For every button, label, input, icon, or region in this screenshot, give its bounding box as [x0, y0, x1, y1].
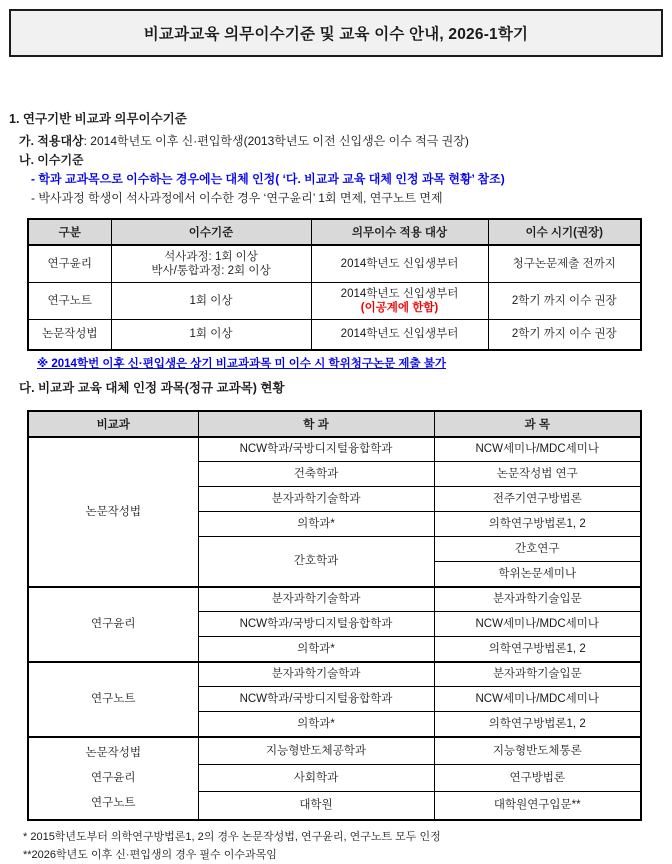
cell-dept: 사회학과 — [198, 764, 434, 792]
cell-dept: 건축학과 — [198, 462, 434, 487]
cell-period: 2학기 까지 이수 권장 — [488, 283, 641, 320]
cell-criteria: 1회 이상 — [111, 320, 311, 350]
table-row — [28, 662, 641, 687]
table-row — [28, 737, 641, 765]
cell-dept: 분자과학기술학과 — [198, 662, 434, 687]
table-row — [28, 283, 641, 320]
item-ga-label: 가. 적용대상 — [19, 134, 84, 148]
cell-group-category: 논문작성법 — [28, 437, 198, 587]
item-na — [19, 151, 663, 170]
table2-header-extracurricular: 비교과 — [28, 411, 198, 437]
cell-dept: 분자과학기술학과 — [198, 587, 434, 612]
table1-header-target: 의무이수 적용 대상 — [311, 219, 488, 245]
cell-group-category: 연구윤리 — [28, 587, 198, 662]
document-title-box — [9, 9, 663, 57]
cell-period: 청구논문제출 전까지 — [488, 245, 641, 283]
criteria-line-2: 박사/통합과정: 2회 이상 — [151, 265, 271, 277]
cell-course: 학위논문세미나 — [434, 562, 641, 587]
cell-dept: NCW학과/국방디지털융합학과 — [198, 437, 434, 462]
item-ga-text: : 2014학년도 이후 신·편입학생(2013학년도 이전 신입생은 이수 적극 권장) — [83, 134, 469, 148]
table-row — [28, 587, 641, 612]
cell-course: 지능형반도체통론 — [434, 737, 641, 765]
cell-dept: 간호학과 — [198, 537, 434, 587]
cell-course: 의학연구방법론1, 2 — [434, 637, 641, 662]
item-ga — [19, 132, 663, 151]
cell-dept: 지능형반도체공학과 — [198, 737, 434, 765]
table1-wrapper — [9, 218, 663, 351]
cell-course: 대학원연구입문** — [434, 792, 641, 820]
cell-course: 논문작성법 연구 — [434, 462, 641, 487]
cell-course: NCW세미나/MDC세미나 — [434, 437, 641, 462]
table1-header-row — [28, 219, 641, 245]
item-na-label: 나. 이수기준 — [19, 153, 84, 167]
cell-target: 2014학년도 신입생부터 — [311, 245, 488, 283]
table2-header-course: 과 목 — [434, 411, 641, 437]
bullet-phd-exemption: - 박사과정 학생이 석사과정에서 이수한 경우 ‘연구윤리’ 1회 면제, 연구노트 면제 — [31, 191, 443, 205]
cell-course: NCW세미나/MDC세미나 — [434, 612, 641, 637]
cell-criteria — [111, 245, 311, 283]
cell-course: 의학연구방법론1, 2 — [434, 712, 641, 737]
category-line-3: 연구노트 — [91, 796, 136, 809]
cell-category: 연구윤리 — [28, 245, 111, 283]
criteria-line-1: 석사과정: 1회 이상 — [164, 251, 258, 263]
cell-course: 분자과학기술입문 — [434, 662, 641, 687]
category-line-2: 연구윤리 — [91, 771, 136, 784]
target-line: 2014학년도 신입생부터 — [340, 288, 459, 300]
warning-note: ※ 2014학번 이후 신·편입생은 상기 비교과과목 미 이수 시 학위청구논문 제출 불가 — [37, 357, 447, 370]
footnotes — [23, 828, 663, 864]
cell-course: 의학연구방법론1, 2 — [434, 512, 641, 537]
cell-group-category — [28, 737, 198, 820]
cell-dept: 의학과* — [198, 512, 434, 537]
cell-period: 2학기 까지 이수 권장 — [488, 320, 641, 350]
cell-dept: NCW학과/국방디지털융합학과 — [198, 687, 434, 712]
document-title: 비교과교육 의무이수기준 및 교육 이수 안내, 2026-1학기 — [143, 26, 529, 43]
cell-target: 2014학년도 신입생부터 — [311, 320, 488, 350]
category-line-1: 논문작성법 — [85, 746, 142, 759]
cell-course: NCW세미나/MDC세미나 — [434, 687, 641, 712]
target-note-red: (이공계에 한함) — [360, 302, 439, 314]
cell-course: 간호연구 — [434, 537, 641, 562]
table-row — [28, 245, 641, 283]
cell-criteria: 1회 이상 — [111, 283, 311, 320]
table-row — [28, 437, 641, 462]
mandatory-completion-table — [27, 218, 642, 351]
cell-category: 연구노트 — [28, 283, 111, 320]
cell-dept: NCW학과/국방디지털융합학과 — [198, 612, 434, 637]
cell-course: 전주기연구방법론 — [434, 487, 641, 512]
substitute-course-table — [27, 410, 642, 821]
table-row — [28, 320, 641, 350]
table1-header-category: 구분 — [28, 219, 111, 245]
section-da-heading: 다. 비교과 교육 대체 인정 과목(정규 교과목) 현황 — [19, 380, 285, 395]
table2-header-department: 학 과 — [198, 411, 434, 437]
table1-header-criteria: 이수기준 — [111, 219, 311, 245]
cell-group-category: 연구노트 — [28, 662, 198, 737]
cell-dept: 의학과* — [198, 712, 434, 737]
cell-dept: 분자과학기술학과 — [198, 487, 434, 512]
cell-category: 논문작성법 — [28, 320, 111, 350]
cell-dept: 의학과* — [198, 637, 434, 662]
footnote-2: **2026학년도 이후 신·편입생의 경우 필수 이수과목임 — [23, 848, 277, 861]
cell-target — [311, 283, 488, 320]
table1-header-period: 이수 시기(권장) — [488, 219, 641, 245]
cell-course: 연구방법론 — [434, 764, 641, 792]
cell-dept: 대학원 — [198, 792, 434, 820]
footnote-1: * 2015학년도부터 의학연구방법론1, 2의 경우 논문작성법, 연구윤리, 연구노트 모두 인정 — [23, 830, 441, 843]
cell-course: 분자과학기술입문 — [434, 587, 641, 612]
table2-header-row — [28, 411, 641, 437]
section-1-heading: 1. 연구기반 비교과 의무이수기준 — [9, 112, 187, 126]
bullet-substitute-recognition: - 학과 교과목으로 이수하는 경우에는 대체 인정( ‘다. 비교과 교육 대체 인정 과목 현황’ 참조) — [31, 172, 505, 186]
